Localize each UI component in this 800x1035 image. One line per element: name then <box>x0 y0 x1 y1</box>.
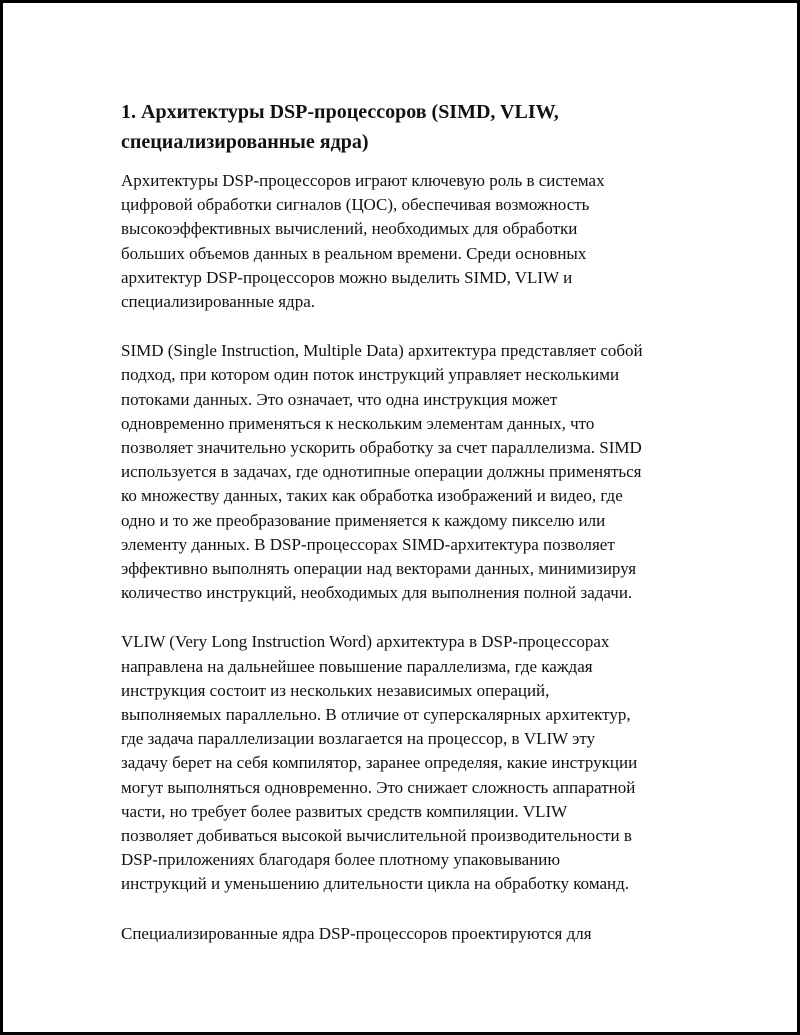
section-heading <box>121 97 697 157</box>
text-line: больших объемов данных в реальном времени. Среди основных <box>121 243 587 263</box>
text-line: инструкция состоит из нескольких независимых операций, <box>121 680 550 700</box>
text-line: элементу данных. В DSP-процессорах SIMD-архитектура позволяет <box>121 534 615 554</box>
heading-line: 1. Архитектуры DSP-процессоров (SIMD, VLIW, <box>121 101 559 123</box>
paragraph-vliw <box>121 630 697 896</box>
paragraph-simd <box>121 339 697 605</box>
text-line: направлена на дальнейшее повышение параллелизма, где каждая <box>121 656 593 676</box>
text-line: одно и то же преобразование применяется к каждому пикселю или <box>121 510 606 530</box>
text-line: архитектур DSP-процессоров можно выделить SIMD, VLIW и <box>121 267 573 287</box>
text-line: инструкций и уменьшению длительности цикла на обработку команд. <box>121 874 629 894</box>
page-content <box>121 97 697 971</box>
text-line: специализированные ядра. <box>121 292 315 312</box>
text-line: цифровой обработки сигналов (ЦОС), обеспечивая возможность <box>121 195 590 215</box>
text-line: SIMD (Single Instruction, Multiple Data) архитектура представляет собой <box>121 341 643 361</box>
text-line: потоками данных. Это означает, что одна инструкция может <box>121 389 558 409</box>
text-line: позволяет добиваться высокой вычислительной производительности в <box>121 826 632 846</box>
paragraph-intro <box>121 169 697 314</box>
text-line: задачу берет на себя компилятор, заранее определяя, какие инструкции <box>121 753 638 773</box>
text-line: позволяет значительно ускорить обработку за счет параллелизма. SIMD <box>121 438 642 458</box>
text-line: ко множеству данных, таких как обработка изображений и видео, где <box>121 486 623 506</box>
text-line: VLIW (Very Long Instruction Word) архитектура в DSP-процессорах <box>121 632 610 652</box>
text-line: могут выполняться одновременно. Это снижает сложность аппаратной <box>121 777 636 797</box>
paragraph-specialized-cores <box>121 922 697 946</box>
text-line: выполняемых параллельно. В отличие от суперскалярных архитектур, <box>121 705 631 725</box>
heading-line: специализированные ядра) <box>121 131 369 153</box>
text-line: части, но требует более развитых средств компиляции. VLIW <box>121 801 568 821</box>
text-line: эффективно выполнять операции над векторами данных, минимизируя <box>121 559 637 579</box>
text-line: одновременно применяться к нескольким элементам данных, что <box>121 413 595 433</box>
text-line: подход, при котором один поток инструкций управляет несколькими <box>121 365 620 385</box>
text-line: Архитектуры DSP-процессоров играют ключевую роль в системах <box>121 171 605 190</box>
text-line: где задача параллелизации возлагается на процессор, в VLIW эту <box>121 729 596 749</box>
text-line: количество инструкций, необходимых для выполнения полной задачи. <box>121 583 633 603</box>
text-line: используется в задачах, где однотипные операции должны применяться <box>121 462 642 482</box>
text-line: высокоэффективных вычислений, необходимых для обработки <box>121 219 578 239</box>
text-line: Специализированные ядра DSP-процессоров проектируются для <box>121 923 592 943</box>
text-line: DSP-приложениях благодаря более плотному упаковыванию <box>121 850 561 870</box>
